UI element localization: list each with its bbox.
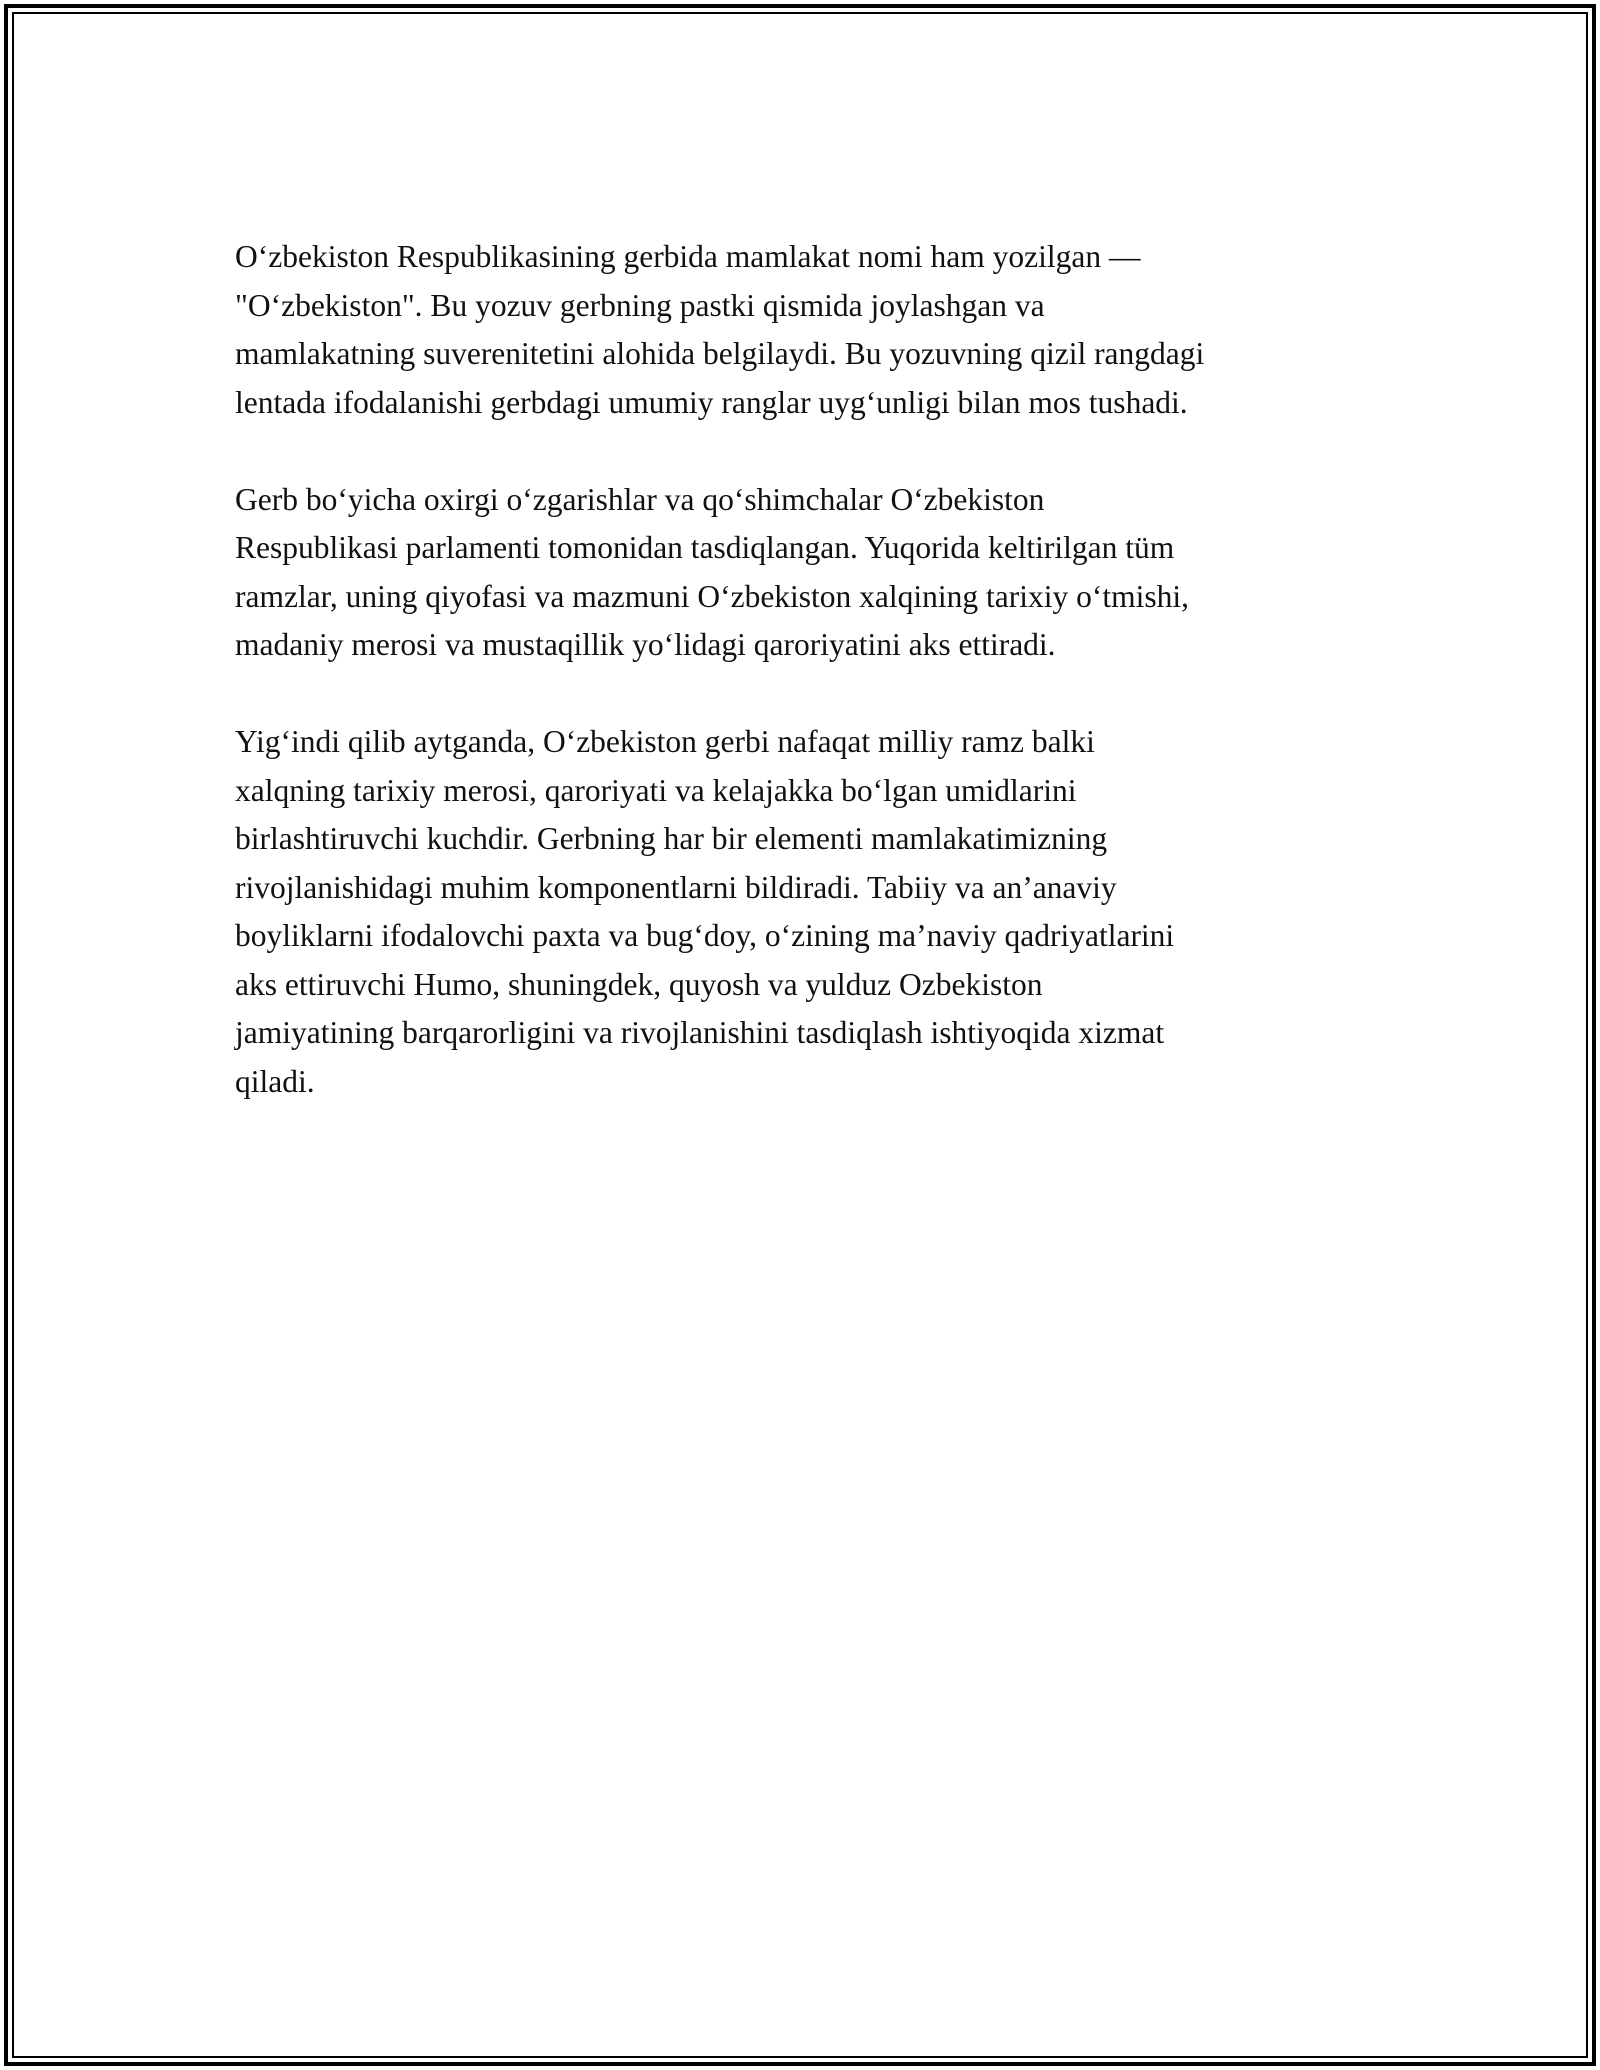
- paragraph-3: Yig‘indi qilib aytganda, O‘zbekiston gerbi nafaqat milliy ramz balki xalqning tarixiy merosi, qaroriyati va kelajakka bo‘lgan umidlarini birlashtiruvchi kuchdir. Gerbning har bir elementi mamlakatimizning rivojlanishidagi muhim komponentlarni bildiradi. Tabiiy va an’anaviy boyliklarni ifodalovchi paxta va bug‘doy, o‘zining ma’naviy qadriyatlarini aks ettiruvchi Humo, shuningdek, quyosh va yulduz Ozbekiston jamiyatining barqarorligini va rivojlanishini tasdiqlash ishtiyoqida xizmat qiladi.: [235, 724, 1175, 1099]
- document-body: [235, 233, 1375, 1155]
- paragraph-1: O‘zbekiston Respublikasining gerbida mamlakat nomi ham yozilgan — "O‘zbekiston". Bu yozuv gerbning pastki qismida joylashgan va mamlakatning suverenitetini alohida belgilaydi. Bu yozuvning qizil rangdagi lentada ifodalanishi gerbdagi umumiy ranglar uyg‘unligi bilan mos tushadi.: [235, 239, 1205, 420]
- paragraph-2: Gerb bo‘yicha oxirgi o‘zgarishlar va qo‘shimchalar O‘zbekiston Respublikasi parlamenti tomonidan tasdiqlangan. Yuqorida keltirilgan tüm ramzlar, uning qiyofasi va mazmuni O‘zbekiston xalqining tarixiy o‘tmishi, madaniy merosi va mustaqillik yo‘lidagi qaroriyatini aks ettiradi.: [235, 481, 1190, 662]
